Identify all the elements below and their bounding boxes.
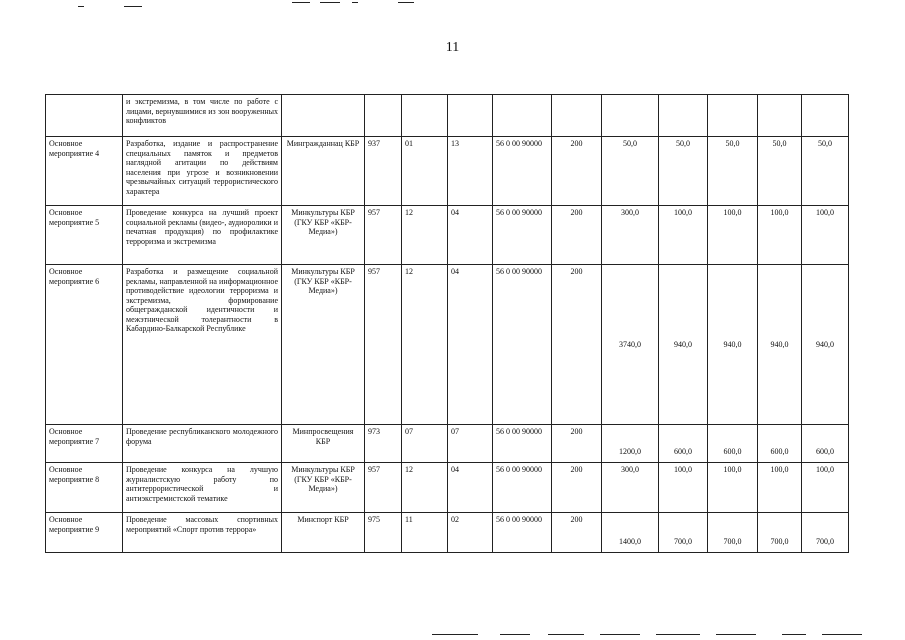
footer-rule	[600, 634, 640, 635]
amount-cell: 300,0	[602, 463, 659, 513]
table-row	[46, 206, 849, 265]
amount-cell: 100,0	[758, 206, 802, 265]
amount-cell: 100,0	[659, 463, 708, 513]
code-vr: 200	[552, 265, 602, 425]
amount-cell: 300,0	[602, 206, 659, 265]
amount-cell: 600,0	[659, 425, 708, 463]
row-label: Основное мероприятие 8	[46, 463, 123, 513]
scan-mark	[320, 2, 340, 3]
code-csr: 56 0 00 90000	[493, 137, 552, 206]
scan-mark	[78, 6, 84, 7]
code-vr: 200	[552, 137, 602, 206]
scan-mark	[124, 6, 142, 7]
code-vr	[552, 95, 602, 137]
amount-cell: 50,0	[602, 137, 659, 206]
code-csr: 56 0 00 90000	[493, 513, 552, 553]
code-csr: 56 0 00 90000	[493, 265, 552, 425]
code-rz: 12	[402, 206, 448, 265]
amount-cell: 940,0	[708, 265, 758, 425]
amount-cell: 100,0	[659, 206, 708, 265]
row-label: Основное мероприятие 9	[46, 513, 123, 553]
code-rz: 01	[402, 137, 448, 206]
amount-cell: 100,0	[802, 206, 849, 265]
row-description: Разработка и размещение социальной рекламы, направленной на информационное противодействие идеологии терроризма и экстремизма, формирование общегражданской идентичности и межэтнической толерантности в Кабардино-Балкарской Республике	[123, 265, 282, 425]
amount-cell	[602, 95, 659, 137]
amount-cell: 940,0	[659, 265, 708, 425]
table-row	[46, 425, 849, 463]
code-pr: 07	[448, 425, 493, 463]
amount-cell: 100,0	[802, 463, 849, 513]
code-grbs: 975	[365, 513, 402, 553]
row-label: Основное мероприятие 7	[46, 425, 123, 463]
amount-cell: 940,0	[758, 265, 802, 425]
footer-rule	[782, 634, 806, 635]
row-description: и экстремизма, в том числе по работе с лицами, вернувшимися из зон вооруженных конфликтов	[123, 95, 282, 137]
code-pr: 13	[448, 137, 493, 206]
table-row	[46, 463, 849, 513]
amount-cell: 100,0	[708, 206, 758, 265]
footer-rule	[500, 634, 530, 635]
code-rz: 07	[402, 425, 448, 463]
budget-table	[45, 94, 849, 553]
code-grbs: 957	[365, 463, 402, 513]
code-vr: 200	[552, 463, 602, 513]
code-csr	[493, 95, 552, 137]
amount-cell: 1400,0	[602, 513, 659, 553]
footer-rule	[822, 634, 862, 635]
code-rz: 12	[402, 265, 448, 425]
code-rz	[402, 95, 448, 137]
scan-mark	[398, 2, 414, 3]
table-row	[46, 137, 849, 206]
amount-cell: 700,0	[708, 513, 758, 553]
code-vr: 200	[552, 513, 602, 553]
code-grbs: 957	[365, 206, 402, 265]
code-grbs: 937	[365, 137, 402, 206]
row-label: Основное мероприятие 6	[46, 265, 123, 425]
code-csr: 56 0 00 90000	[493, 206, 552, 265]
row-executor: Минкультуры КБР (ГКУ КБР «КБР-Медиа»)	[282, 463, 365, 513]
scan-mark	[292, 2, 310, 3]
code-grbs: 973	[365, 425, 402, 463]
code-pr	[448, 95, 493, 137]
code-pr: 02	[448, 513, 493, 553]
amount-cell: 700,0	[659, 513, 708, 553]
row-label: Основное мероприятие 4	[46, 137, 123, 206]
amount-cell: 940,0	[802, 265, 849, 425]
amount-cell: 700,0	[802, 513, 849, 553]
code-pr: 04	[448, 265, 493, 425]
code-rz: 11	[402, 513, 448, 553]
amount-cell: 100,0	[708, 463, 758, 513]
amount-cell: 50,0	[708, 137, 758, 206]
amount-cell	[659, 95, 708, 137]
row-label	[46, 95, 123, 137]
amount-cell: 50,0	[659, 137, 708, 206]
code-vr: 200	[552, 425, 602, 463]
amount-cell	[758, 95, 802, 137]
row-executor: Минпросвещения КБР	[282, 425, 365, 463]
amount-cell: 600,0	[708, 425, 758, 463]
row-executor: Минкультуры КБР (ГКУ КБР «КБР-Медиа»)	[282, 206, 365, 265]
code-pr: 04	[448, 206, 493, 265]
code-grbs	[365, 95, 402, 137]
amount-cell: 100,0	[758, 463, 802, 513]
amount-cell: 600,0	[802, 425, 849, 463]
row-executor	[282, 95, 365, 137]
code-csr: 56 0 00 90000	[493, 425, 552, 463]
table-row	[46, 95, 849, 137]
footer-rule	[716, 634, 756, 635]
row-description: Проведение республиканского молодежного форума	[123, 425, 282, 463]
row-executor: Минкультуры КБР (ГКУ КБР «КБР-Медиа»)	[282, 265, 365, 425]
code-grbs: 957	[365, 265, 402, 425]
page-number: 11	[445, 40, 460, 55]
amount-cell	[708, 95, 758, 137]
amount-cell: 1200,0	[602, 425, 659, 463]
row-description: Проведение конкурса на лучшую журналистскую работу по антитеррористической и антиэкстремистской тематике	[123, 463, 282, 513]
code-rz: 12	[402, 463, 448, 513]
code-vr: 200	[552, 206, 602, 265]
amount-cell: 50,0	[758, 137, 802, 206]
row-executor: Минспорт КБР	[282, 513, 365, 553]
amount-cell: 700,0	[758, 513, 802, 553]
row-description: Разработка, издание и распространение специальных памяток и предметов наглядной агитации по действиям населения при угрозе и возникновении чрезвычайных ситуаций террористического характера	[123, 137, 282, 206]
code-pr: 04	[448, 463, 493, 513]
table-row	[46, 265, 849, 425]
row-description: Проведение массовых спортивных мероприятий «Спорт против террора»	[123, 513, 282, 553]
row-label: Основное мероприятие 5	[46, 206, 123, 265]
row-description: Проведение конкурса на лучший проект социальной рекламы (видео-, аудиоролики и печатная продукция) по профилактике терроризма и экстремизма	[123, 206, 282, 265]
code-csr: 56 0 00 90000	[493, 463, 552, 513]
amount-cell	[802, 95, 849, 137]
scan-mark	[352, 2, 358, 3]
footer-rule	[432, 634, 478, 635]
table-row	[46, 513, 849, 553]
row-executor: Мингражданнац КБР	[282, 137, 365, 206]
amount-cell: 600,0	[758, 425, 802, 463]
footer-rule	[656, 634, 700, 635]
amount-cell: 3740,0	[602, 265, 659, 425]
footer-rule	[548, 634, 584, 635]
amount-cell: 50,0	[802, 137, 849, 206]
